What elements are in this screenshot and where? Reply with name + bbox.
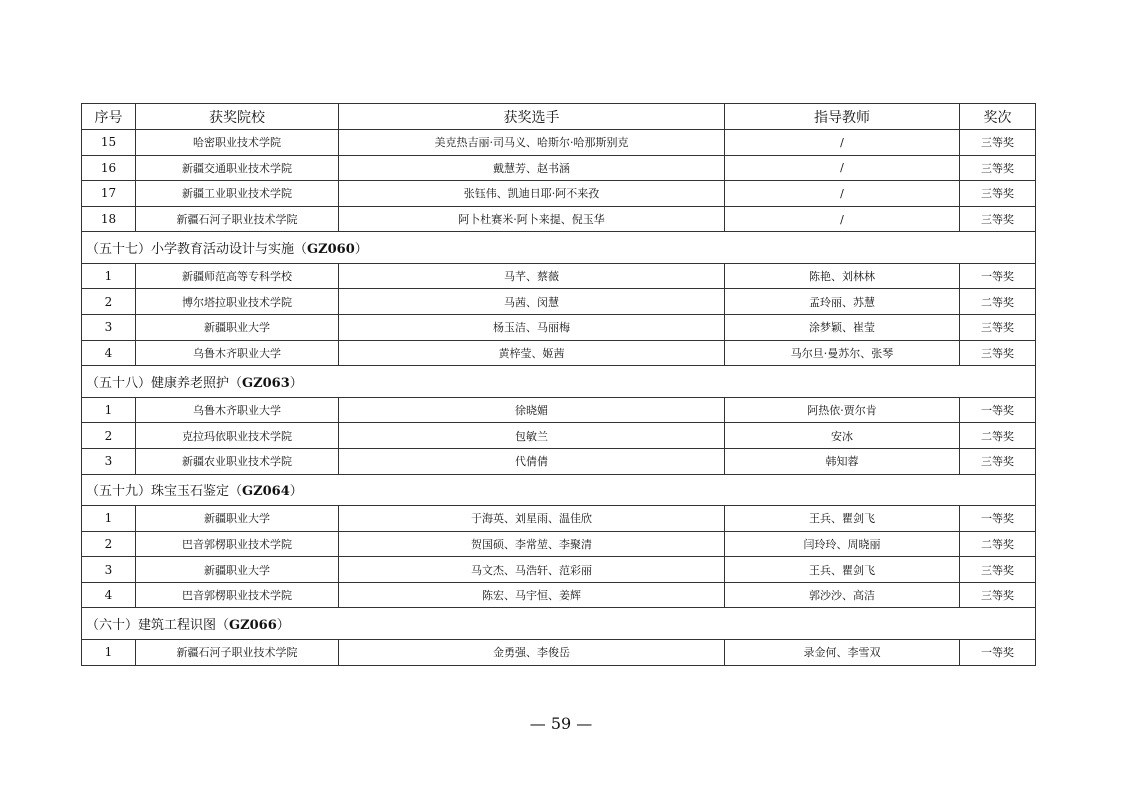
- row-number: 18: [82, 206, 136, 232]
- section-title-close: ）: [276, 618, 290, 634]
- row-teachers: 闫玲玲、周晓丽: [725, 531, 960, 557]
- row-school: 巴音郭楞职业技术学院: [136, 531, 339, 557]
- table-row: [82, 181, 1036, 207]
- row-players: 马芊、蔡薇: [339, 263, 725, 289]
- row-number: 4: [82, 340, 136, 366]
- section-code: GZ063: [242, 376, 290, 391]
- header-row: [82, 104, 1036, 130]
- row-school: 哈密职业技术学院: [136, 130, 339, 156]
- row-teachers: 阿热依·贾尔肯: [725, 397, 960, 423]
- section-code: GZ060: [307, 242, 355, 258]
- section-heading-row: [82, 608, 1036, 640]
- header-no: 序号: [82, 104, 136, 130]
- section-heading: [82, 366, 1036, 398]
- row-number: 15: [82, 130, 136, 156]
- header-school: 获奖院校: [136, 104, 339, 130]
- section-heading: [82, 608, 1036, 640]
- table-row: [82, 506, 1036, 532]
- row-award: 三等奖: [960, 340, 1036, 366]
- header-teachers: 指导教师: [725, 104, 960, 130]
- row-number: 2: [82, 423, 136, 449]
- row-award: 一等奖: [960, 506, 1036, 532]
- row-school: 新疆职业大学: [136, 315, 339, 341]
- row-number: 2: [82, 531, 136, 557]
- row-teachers: 录金何、李雪双: [725, 639, 960, 665]
- row-award: 三等奖: [960, 130, 1036, 156]
- row-teachers: 王兵、瞿剑飞: [725, 557, 960, 583]
- award-table: [81, 103, 1036, 666]
- row-teachers: /: [725, 130, 960, 156]
- row-teachers: 涂梦颖、崔莹: [725, 315, 960, 341]
- row-award: 一等奖: [960, 639, 1036, 665]
- row-teachers: /: [725, 155, 960, 181]
- row-teachers: 郭沙沙、高洁: [725, 582, 960, 608]
- row-teachers: /: [725, 181, 960, 207]
- section-heading: [82, 232, 1036, 264]
- row-teachers: 安冰: [725, 423, 960, 449]
- row-players: 包敏兰: [339, 423, 725, 449]
- row-school: 新疆职业大学: [136, 557, 339, 583]
- row-players: 马茜、闵慧: [339, 289, 725, 315]
- row-school: 乌鲁木齐职业大学: [136, 397, 339, 423]
- page-number: — 59 —: [529, 714, 593, 733]
- table-row: [82, 340, 1036, 366]
- row-award: 一等奖: [960, 263, 1036, 289]
- table-row: [82, 557, 1036, 583]
- row-school: 新疆石河子职业技术学院: [136, 639, 339, 665]
- section-heading-row: [82, 232, 1036, 264]
- table-row: [82, 639, 1036, 665]
- table-row: [82, 206, 1036, 232]
- row-award: 二等奖: [960, 531, 1036, 557]
- row-number: 1: [82, 397, 136, 423]
- table-row: [82, 397, 1036, 423]
- section-title: （五十七）小学教育活动设计与实施（: [86, 242, 308, 258]
- table-body: [82, 130, 1036, 666]
- row-players: 徐晓媚: [339, 397, 725, 423]
- section-title-close: ）: [354, 242, 368, 258]
- row-award: 三等奖: [960, 448, 1036, 474]
- table-row: [82, 289, 1036, 315]
- row-number: 2: [82, 289, 136, 315]
- table-row: [82, 448, 1036, 474]
- row-players: 陈宏、马宇恒、姜辉: [339, 582, 725, 608]
- section-title: （五十八）健康养老照护（: [86, 376, 243, 391]
- table-row: [82, 263, 1036, 289]
- table-row: [82, 531, 1036, 557]
- row-number: 3: [82, 315, 136, 341]
- row-award: 三等奖: [960, 181, 1036, 207]
- section-code: GZ066: [229, 618, 277, 634]
- section-heading-row: [82, 366, 1036, 398]
- row-players: 杨玉洁、马丽梅: [339, 315, 725, 341]
- row-number: 1: [82, 639, 136, 665]
- header-players: 获奖选手: [339, 104, 725, 130]
- row-number: 1: [82, 506, 136, 532]
- section-title: （六十）建筑工程识图（: [86, 618, 230, 634]
- row-number: 16: [82, 155, 136, 181]
- table-row: [82, 155, 1036, 181]
- row-school: 新疆工业职业技术学院: [136, 181, 339, 207]
- row-award: 三等奖: [960, 315, 1036, 341]
- row-award: 一等奖: [960, 397, 1036, 423]
- row-school: 新疆职业大学: [136, 506, 339, 532]
- table-row: [82, 130, 1036, 156]
- header-award: 奖次: [960, 104, 1036, 130]
- row-school: 新疆交通职业技术学院: [136, 155, 339, 181]
- row-number: 17: [82, 181, 136, 207]
- row-school: 巴音郭楞职业技术学院: [136, 582, 339, 608]
- section-code: GZ064: [242, 484, 290, 500]
- row-school: 乌鲁木齐职业大学: [136, 340, 339, 366]
- row-award: 二等奖: [960, 423, 1036, 449]
- row-players: 黄梓莹、姬茜: [339, 340, 725, 366]
- row-school: 新疆石河子职业技术学院: [136, 206, 339, 232]
- row-number: 3: [82, 448, 136, 474]
- row-players: 戴慧芳、赵书涵: [339, 155, 725, 181]
- section-title-close: ）: [289, 376, 303, 391]
- section-heading: [82, 474, 1036, 506]
- row-players: 贺国硕、李常堃、李聚清: [339, 531, 725, 557]
- row-number: 3: [82, 557, 136, 583]
- table-row: [82, 315, 1036, 341]
- row-teachers: 韩知蓉: [725, 448, 960, 474]
- row-school: 新疆师范高等专科学校: [136, 263, 339, 289]
- row-players: 张钰伟、凯迪日耶·阿不来孜: [339, 181, 725, 207]
- row-award: 三等奖: [960, 557, 1036, 583]
- row-award: 三等奖: [960, 155, 1036, 181]
- row-award: 三等奖: [960, 582, 1036, 608]
- row-teachers: 孟玲丽、苏慧: [725, 289, 960, 315]
- row-players: 代倩倩: [339, 448, 725, 474]
- row-school: 克拉玛依职业技术学院: [136, 423, 339, 449]
- row-award: 三等奖: [960, 206, 1036, 232]
- row-players: 阿卜杜赛米·阿卜来提、倪玉华: [339, 206, 725, 232]
- row-number: 1: [82, 263, 136, 289]
- row-teachers: 马尔旦·曼苏尔、张琴: [725, 340, 960, 366]
- row-players: 金勇强、李俊岳: [339, 639, 725, 665]
- table-row: [82, 582, 1036, 608]
- section-title: （五十九）珠宝玉石鉴定（: [86, 484, 243, 500]
- row-award: 二等奖: [960, 289, 1036, 315]
- section-title-close: ）: [289, 484, 303, 500]
- row-players: 于海英、刘星雨、温佳欣: [339, 506, 725, 532]
- table-row: [82, 423, 1036, 449]
- row-teachers: 陈艳、刘林林: [725, 263, 960, 289]
- row-teachers: /: [725, 206, 960, 232]
- row-teachers: 王兵、瞿剑飞: [725, 506, 960, 532]
- row-number: 4: [82, 582, 136, 608]
- row-school: 博尔塔拉职业技术学院: [136, 289, 339, 315]
- row-school: 新疆农业职业技术学院: [136, 448, 339, 474]
- section-heading-row: [82, 474, 1036, 506]
- row-players: 马文杰、马浩轩、范彩丽: [339, 557, 725, 583]
- row-players: 美克热吉丽·司马义、哈斯尔·哈那斯别克: [339, 130, 725, 156]
